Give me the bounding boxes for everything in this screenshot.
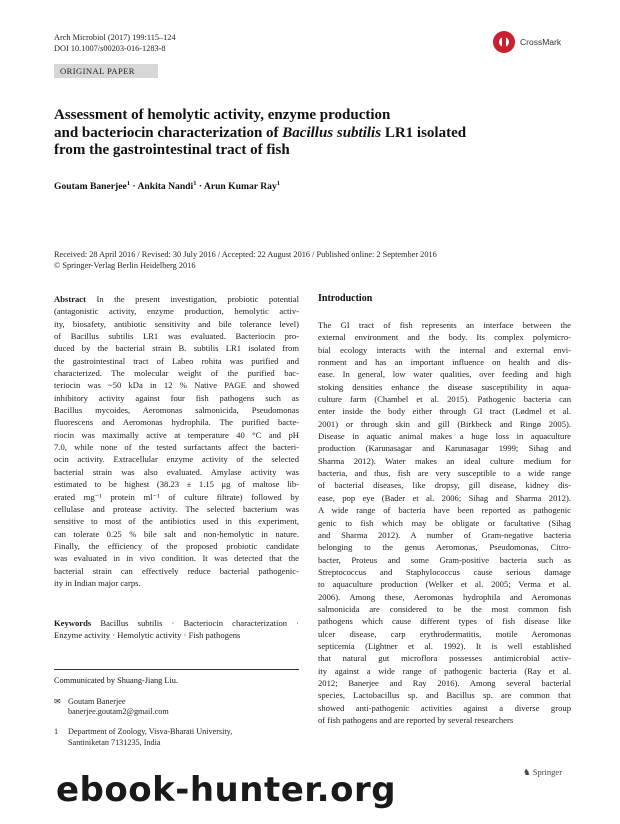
- mail-icon: ✉: [54, 697, 61, 706]
- abstract-line: was evaluated in in vivo condition. It was detected that the: [54, 553, 299, 564]
- introduction-line: ease. In general, low water qualities, over feeding and high: [318, 369, 571, 380]
- title-line-2: and bacteriocin characterization of Bacillus subtilis LR1 isolated: [54, 124, 467, 141]
- introduction-line: of bacterial diseases, like dropsy, gill disease, kidney dis-: [318, 480, 571, 491]
- abstract-line: estimated to be highest (38.23 ± 1.15 μg of maltose lib-: [54, 479, 299, 490]
- corresponding-name: Goutam Banerjee: [68, 697, 126, 706]
- introduction-line: ulcer disease, carp erythrodermatitis, motile Aeromonas: [318, 628, 571, 639]
- affiliation: [54, 727, 233, 738]
- introduction-line: ronment and has an important influence on health and dis-: [318, 357, 571, 368]
- abstract-line: (antagonistic activity, enzyme production, hemolytic activ-: [54, 306, 299, 317]
- abstract-line: duced by the bacterial strain B. subtilis LR1 isolated from: [54, 343, 299, 354]
- abstract-line: Abstract In the present investigation, probiotic potential: [54, 294, 299, 304]
- abstract-line: bacterial strain was also evaluated. Amylase activity was: [54, 466, 299, 477]
- introduction-line: septicemia (Lightner et al. 1992). It is well established: [318, 640, 571, 651]
- affiliation-number: 1: [54, 727, 59, 736]
- springer-horse-icon: ♞: [523, 767, 531, 777]
- introduction-line: stoking densities enhance the disease susceptibility in aqua-: [318, 381, 571, 392]
- introduction-line: showed anti-pathogenic activities against a diverse group: [318, 702, 571, 713]
- communicated-by: Communicated by Shuang-Jiang Liu.: [54, 676, 178, 685]
- author-list: Goutam Banerjee$^1$ · Ankita Nandi$^1$ · Arun Kumar Ray$^1$: [54, 180, 281, 193]
- crossmark-icon: [493, 31, 515, 53]
- journal-citation: [54, 33, 176, 54]
- watermark: ebook-hunter.org: [56, 770, 397, 810]
- introduction-line: and Sharma 2012). A number of Gram-negative bacteria: [318, 529, 571, 540]
- corresponding-author: [54, 697, 126, 708]
- keywords-line: Enzyme activity · Hemolytic activity · Fish pathogens: [54, 630, 241, 641]
- email-link[interactable]: banerjee.goutam2@gmail.com: [68, 707, 169, 716]
- introduction-line: 2001) or through skin and gill (Birkbeck and Ringø 2005).: [318, 418, 571, 429]
- paper-title: [54, 107, 574, 160]
- introduction-line: ease, pop eye (Bader et al. 2006; Sihag and Sharma 2012).: [318, 492, 571, 503]
- introduction-line: bial ecology interacts with the internal and external envi-: [318, 344, 571, 355]
- abstract-line: ity, biosafety, antibiotic sensitivity and bile tolerance level): [54, 318, 299, 329]
- introduction-body: [318, 319, 571, 726]
- keywords: [54, 617, 299, 642]
- abstract-line: ity in Indian major carps.: [54, 577, 141, 588]
- introduction-line: Streptococcus and Staphylococcus cause serious damage: [318, 566, 571, 577]
- abstract-line: ocin activity. Extracellular enzyme activity of the selected: [54, 454, 299, 465]
- history-dates: Received: 28 April 2016 / Revised: 30 July 2016 / Accepted: 22 August 2016 / Published online: 2 September 2016: [54, 250, 437, 259]
- introduction-line: enter inside the body either through GI tract (Lødmel et al.: [318, 406, 571, 417]
- affiliation-line-2: Santiniketan 7131235, India: [68, 738, 161, 747]
- introduction-line: A wide range of bacteria have been reported as pathogenic: [318, 505, 571, 516]
- abstract-line: Bacillus mycoides, Aeromonas salmonicida, Pseudomonas: [54, 405, 299, 416]
- introduction-line: Sharma 2012). Water makes an ideal culture medium for: [318, 455, 571, 466]
- introduction-line: that natural gut microflora possesses antimicrobial activ-: [318, 653, 571, 664]
- introduction-line: belonging to the genus Aeromonas, Pseudomonas, Citro-: [318, 542, 571, 553]
- abstract-line: teriocin was ~50 kDa in 12 % Native PAGE and showed: [54, 380, 299, 391]
- abstract-line: of Bacillus subtilis LR1 was evaluated. Bacteriocin pro-: [54, 331, 299, 342]
- journal-volume: Arch Microbiol (2017) 199:115–124: [54, 33, 176, 42]
- abstract-line: inhibitory activity against four fish pathogens such as: [54, 392, 299, 403]
- abstract-line: erated mg⁻¹ protein ml⁻¹ of culture filtrate) followed by: [54, 491, 299, 502]
- introduction-line: ity against a wide range of pathogenic bacteria (Ray et al.: [318, 665, 571, 676]
- abstract-line: bacterial strain can effectively reduce bacterial pathogenic-: [54, 565, 299, 576]
- introduction-line: genic to fish which may be obligate or facultative (Sihag: [318, 517, 571, 528]
- introduction-line: salmonicida are considered to be the most common fish: [318, 603, 571, 614]
- abstract-line: the gastrointestinal tract of Labeo rohita was purified and: [54, 355, 299, 366]
- copyright: © Springer-Verlag Berlin Heidelberg 2016: [54, 260, 196, 270]
- title-line-3: from the gastrointestinal tract of fish: [54, 142, 290, 158]
- springer-logo: [523, 767, 562, 778]
- introduction-line: to aquaculture production (Welker et al. 2005; Verma et al.: [318, 579, 571, 590]
- abstract-line: riocin was maximally active at temperature 40 °C and pH: [54, 429, 299, 440]
- abstract-line: cellulase and protease activity. The selected bacterium was: [54, 503, 299, 514]
- author-name[interactable]: Goutam Banerjee: [54, 181, 127, 193]
- author-name[interactable]: Arun Kumar Ray: [203, 181, 277, 193]
- section-badge: ORIGINAL PAPER: [54, 64, 158, 78]
- introduction-heading: Introduction: [318, 293, 373, 304]
- introduction-line: bacter, Proteus and some Gram-positive bacteria such as: [318, 554, 571, 565]
- introduction-line: of fish pathogens and are reported by several researchers: [318, 715, 514, 725]
- introduction-line: external environment and the body. Its complex polymicro-: [318, 332, 571, 343]
- title-line-1: Assessment of hemolytic activity, enzyme production: [54, 107, 391, 123]
- abstract-line: characterized. The molecular weight of the purified bac-: [54, 368, 299, 379]
- abstract: [54, 293, 299, 589]
- introduction-line: Disease in aquatic animal makes a huge loss in aquaculture: [318, 431, 571, 442]
- introduction-line: The GI tract of fish represents an interface between the: [318, 320, 571, 330]
- affiliation-line-1: Department of Zoology, Visva-Bharati University,: [68, 727, 233, 736]
- abstract-line: Finally, the efficiency of the proposed probiotic candidate: [54, 540, 299, 551]
- abstract-line: sensitive to most of the antibiotics used in this experiment,: [54, 516, 299, 527]
- keywords-line: Keywords Bacillus subtilis · Bacteriocin characterization ·: [54, 618, 299, 628]
- introduction-line: production (Karunasagar and Karunasagar 1999; Sihag and: [318, 443, 571, 454]
- abstract-line: fluorescens and Aeromonas hydrophila. The purified bacte-: [54, 417, 299, 428]
- introduction-line: species, Lactobacillus sp. and Bacillus sp. are common that: [318, 690, 571, 701]
- crossmark-label: CrossMark: [520, 37, 562, 47]
- abstract-line: can tolerate 0.25 % bile salt and non-hemolytic in nature.: [54, 528, 299, 539]
- abstract-line: 7.0, while none of the tested surfactants affect the bacteri-: [54, 442, 299, 453]
- doi[interactable]: DOI 10.1007/s00203-016-1283-8: [54, 43, 166, 53]
- title-species: Bacillus subtilis: [282, 124, 382, 141]
- springer-label: Springer: [532, 767, 563, 777]
- crossmark-badge[interactable]: [493, 28, 573, 56]
- publication-dates: [54, 250, 437, 271]
- introduction-line: 2006). Among these, Aeromonas hydrophila and Aeromonas: [318, 591, 571, 602]
- footnote-divider: [54, 669, 299, 670]
- introduction-line: culture farm (Chambel et al. 2015). Pathogenic bacteria can: [318, 394, 571, 405]
- introduction-line: 2012; Banerjee and Ray 2016). Among several bacterial: [318, 677, 571, 688]
- introduction-line: pathogens which cause different types of fish disease like: [318, 616, 571, 627]
- author-name[interactable]: Ankita Nandi: [137, 181, 194, 193]
- introduction-line: bacteria, and thus, fish are very susceptible to a wide range: [318, 468, 571, 479]
